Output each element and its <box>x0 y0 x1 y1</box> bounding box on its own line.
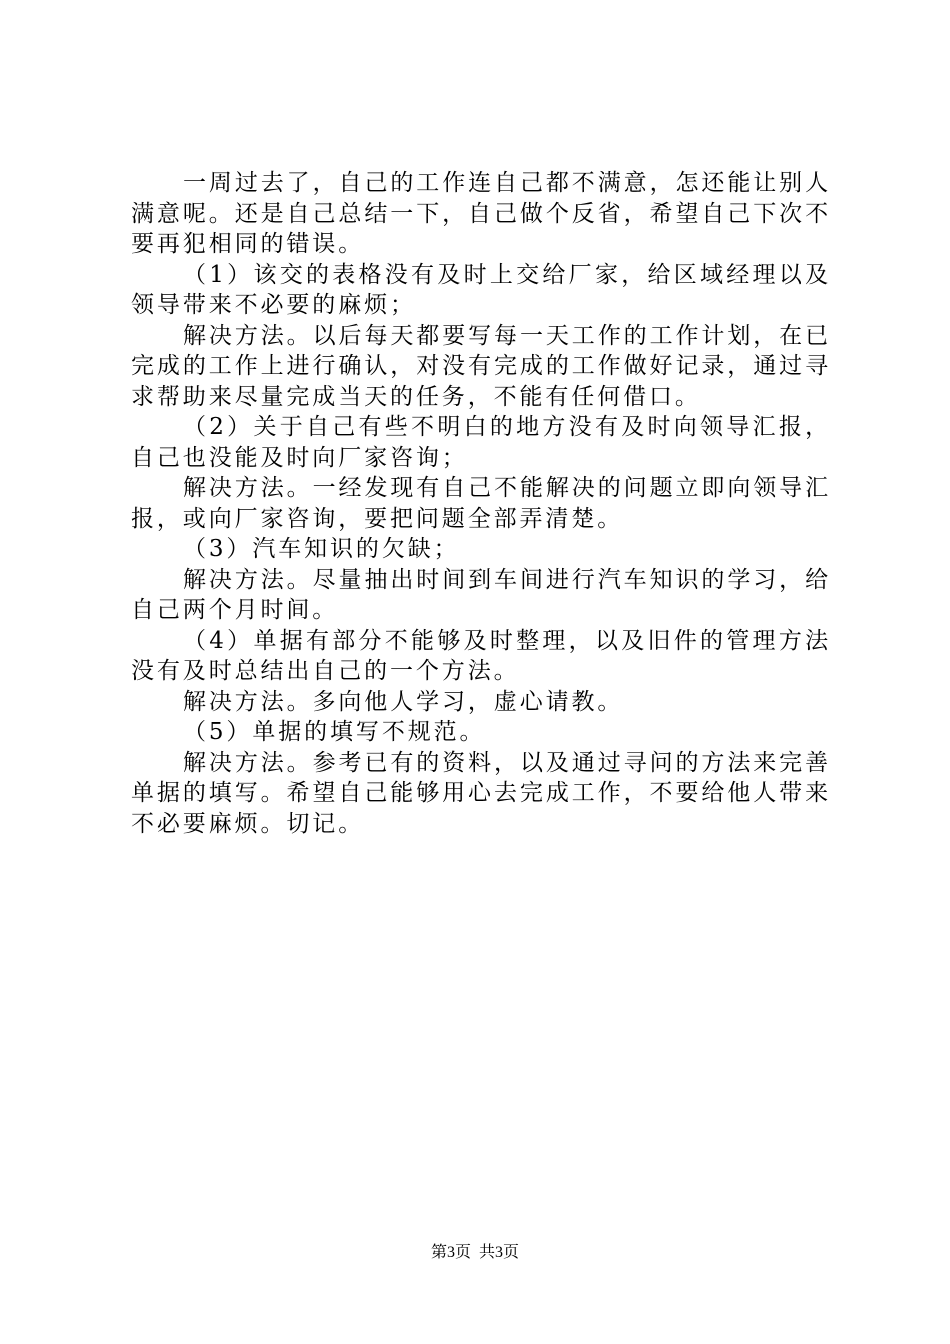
paragraph-intro: 一周过去了，自己的工作连自己都不满意，怎还能让别人满意呢。还是自己总结一下，自己做个反省，希望自己下次不要再犯相同的错误。 <box>131 170 831 257</box>
paragraph-solution-4: 解决方法。多向他人学习，虚心请教。 <box>183 688 624 715</box>
page-footer <box>0 1243 950 1263</box>
paragraph-solution-5: 解决方法。参考已有的资料，以及通过寻问的方法来完善单据的填写。希望自己能够用心去完成工作，不要给他人带来不必要麻烦。切记。 <box>131 749 831 837</box>
paragraph-solution-3: 解决方法。尽量抽出时间到车间进行汽车知识的学习，给自己两个月时间。 <box>131 566 831 623</box>
paragraph-issue-4: （4）单据有部分不能够及时整理，以及旧件的管理方法没有及时总结出自己的一个方法。 <box>131 627 831 684</box>
page-number: 第3页 <box>430 1244 471 1261</box>
paragraph-solution-1: 解决方法。以后每天都要写每一天工作的工作计划，在已完成的工作上进行确认，对没有完成的工作做好记录，通过寻求帮助来尽量完成当天的任务，不能有任何借口。 <box>131 322 831 410</box>
paragraph-issue-3: （3）汽车知识的欠缺； <box>183 536 460 562</box>
document-body <box>131 168 831 839</box>
paragraph-issue-1: （1）该交的表格没有及时上交给厂家，给区域经理以及领导带来不必要的麻烦； <box>131 261 831 318</box>
page-total: 共3页 <box>479 1244 520 1261</box>
paragraph-solution-2: 解决方法。一经发现有自己不能解决的问题立即向领导汇报，或向厂家咨询，要把问题全部弄清楚。 <box>131 475 831 532</box>
paragraph-issue-5: （5）单据的填写不规范。 <box>183 719 486 745</box>
paragraph-issue-2: （2）关于自己有些不明白的地方没有及时向领导汇报，自己也没能及时向厂家咨询； <box>131 414 831 471</box>
